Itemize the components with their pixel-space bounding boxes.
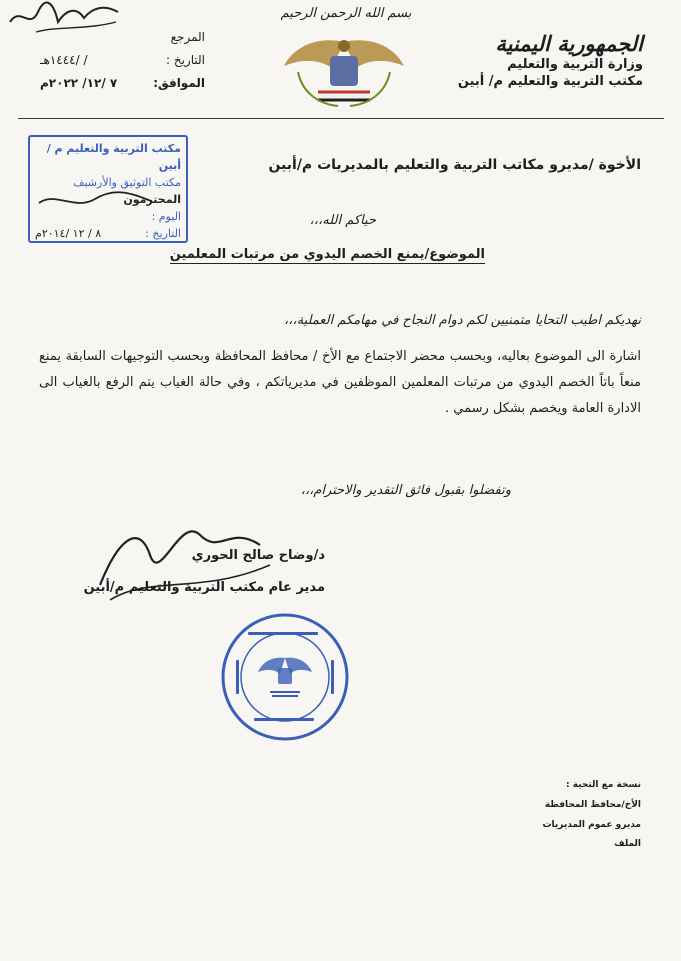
basmala: بسم الله الرحمن الرحيم: [280, 6, 412, 21]
office-name: مكتب التربية والتعليم م/ أبين: [457, 74, 643, 90]
opening-line: نهديكم اطيب التحايا متمنيين لكم دوام النجاح في مهامكم العملية،،،: [284, 313, 641, 328]
corresponds-label: الموافق:: [153, 75, 205, 90]
copies-list: [441, 776, 641, 855]
letterhead-right: [433, 30, 643, 91]
subject-line: الموضوع/يمنع الخصم اليدوي من مرتبات المعلمين: [169, 247, 485, 262]
signatory-name: د/وضاح صالح الحوري: [191, 548, 325, 563]
copy-item: الملف: [614, 839, 641, 850]
ministry-name: وزارة التربية والتعليم: [507, 57, 643, 73]
reference-row: [40, 26, 205, 49]
corresponds-row: [40, 72, 205, 95]
stamp-date-value: ٨ / ١٢ /٢٠١٤م: [35, 227, 102, 241]
letterhead-left: [40, 26, 205, 94]
copy-item: مديرو عموم المديريات: [542, 819, 641, 830]
copies-heading: نسخة مع التحية :: [566, 780, 641, 790]
national-emblem-icon: [278, 32, 410, 110]
signatory-title: مدير عام مكتب التربية والتعليم م/أبين: [83, 580, 325, 595]
stamp-day-label: اليوم :: [151, 210, 181, 224]
country-name: الجمهورية اليمنية: [495, 31, 643, 56]
handwritten-mark: [35, 185, 155, 215]
stamp-date-label: التاريخ :: [145, 227, 181, 241]
stamp-respected: المحترمون: [123, 193, 181, 207]
stamp-archive: مكتب التوثيق والأرشيف: [73, 176, 181, 190]
header-divider: [18, 118, 664, 119]
date-row: [40, 49, 205, 72]
letter-body: اشارة الى الموضوع بعاليه، وبحسب محضر الاجتماع مع الأخ / محافظ المحافظة وبحسب التوجيهات السابقة يمنع منعاً باتاً الخصم اليدوي من مرتبات المعلمين الموظفين في مديرياتكم ، وفي حالة الغياب يتم الرفع بالغياب الى الادارة العامة ويخصم بشكل رسمي .: [39, 349, 641, 416]
date-label: التاريخ :: [165, 52, 205, 67]
gregorian-date: ٧ /١٢/ ٢٠٢٢م: [40, 75, 118, 90]
official-seal-icon: [218, 610, 352, 744]
greeting: حياكم الله،،،: [309, 213, 376, 228]
stamp-date-row: [35, 225, 181, 242]
reference-label: المرجع: [170, 30, 205, 44]
addressee: الأخوة /مديرو مكاتب التربية والتعليم بالمديريات م/أبين: [268, 157, 641, 173]
copy-item: الأخ/محافظ المحافظة: [544, 799, 641, 810]
closing-line: وتفضلوا بقبول فائق التقدير والاحترام،،،: [300, 483, 511, 498]
hijri-date: / /١٤٤٤هـ: [40, 52, 88, 67]
stamp-office: مكتب التربية والتعليم م / أبين: [46, 142, 181, 173]
